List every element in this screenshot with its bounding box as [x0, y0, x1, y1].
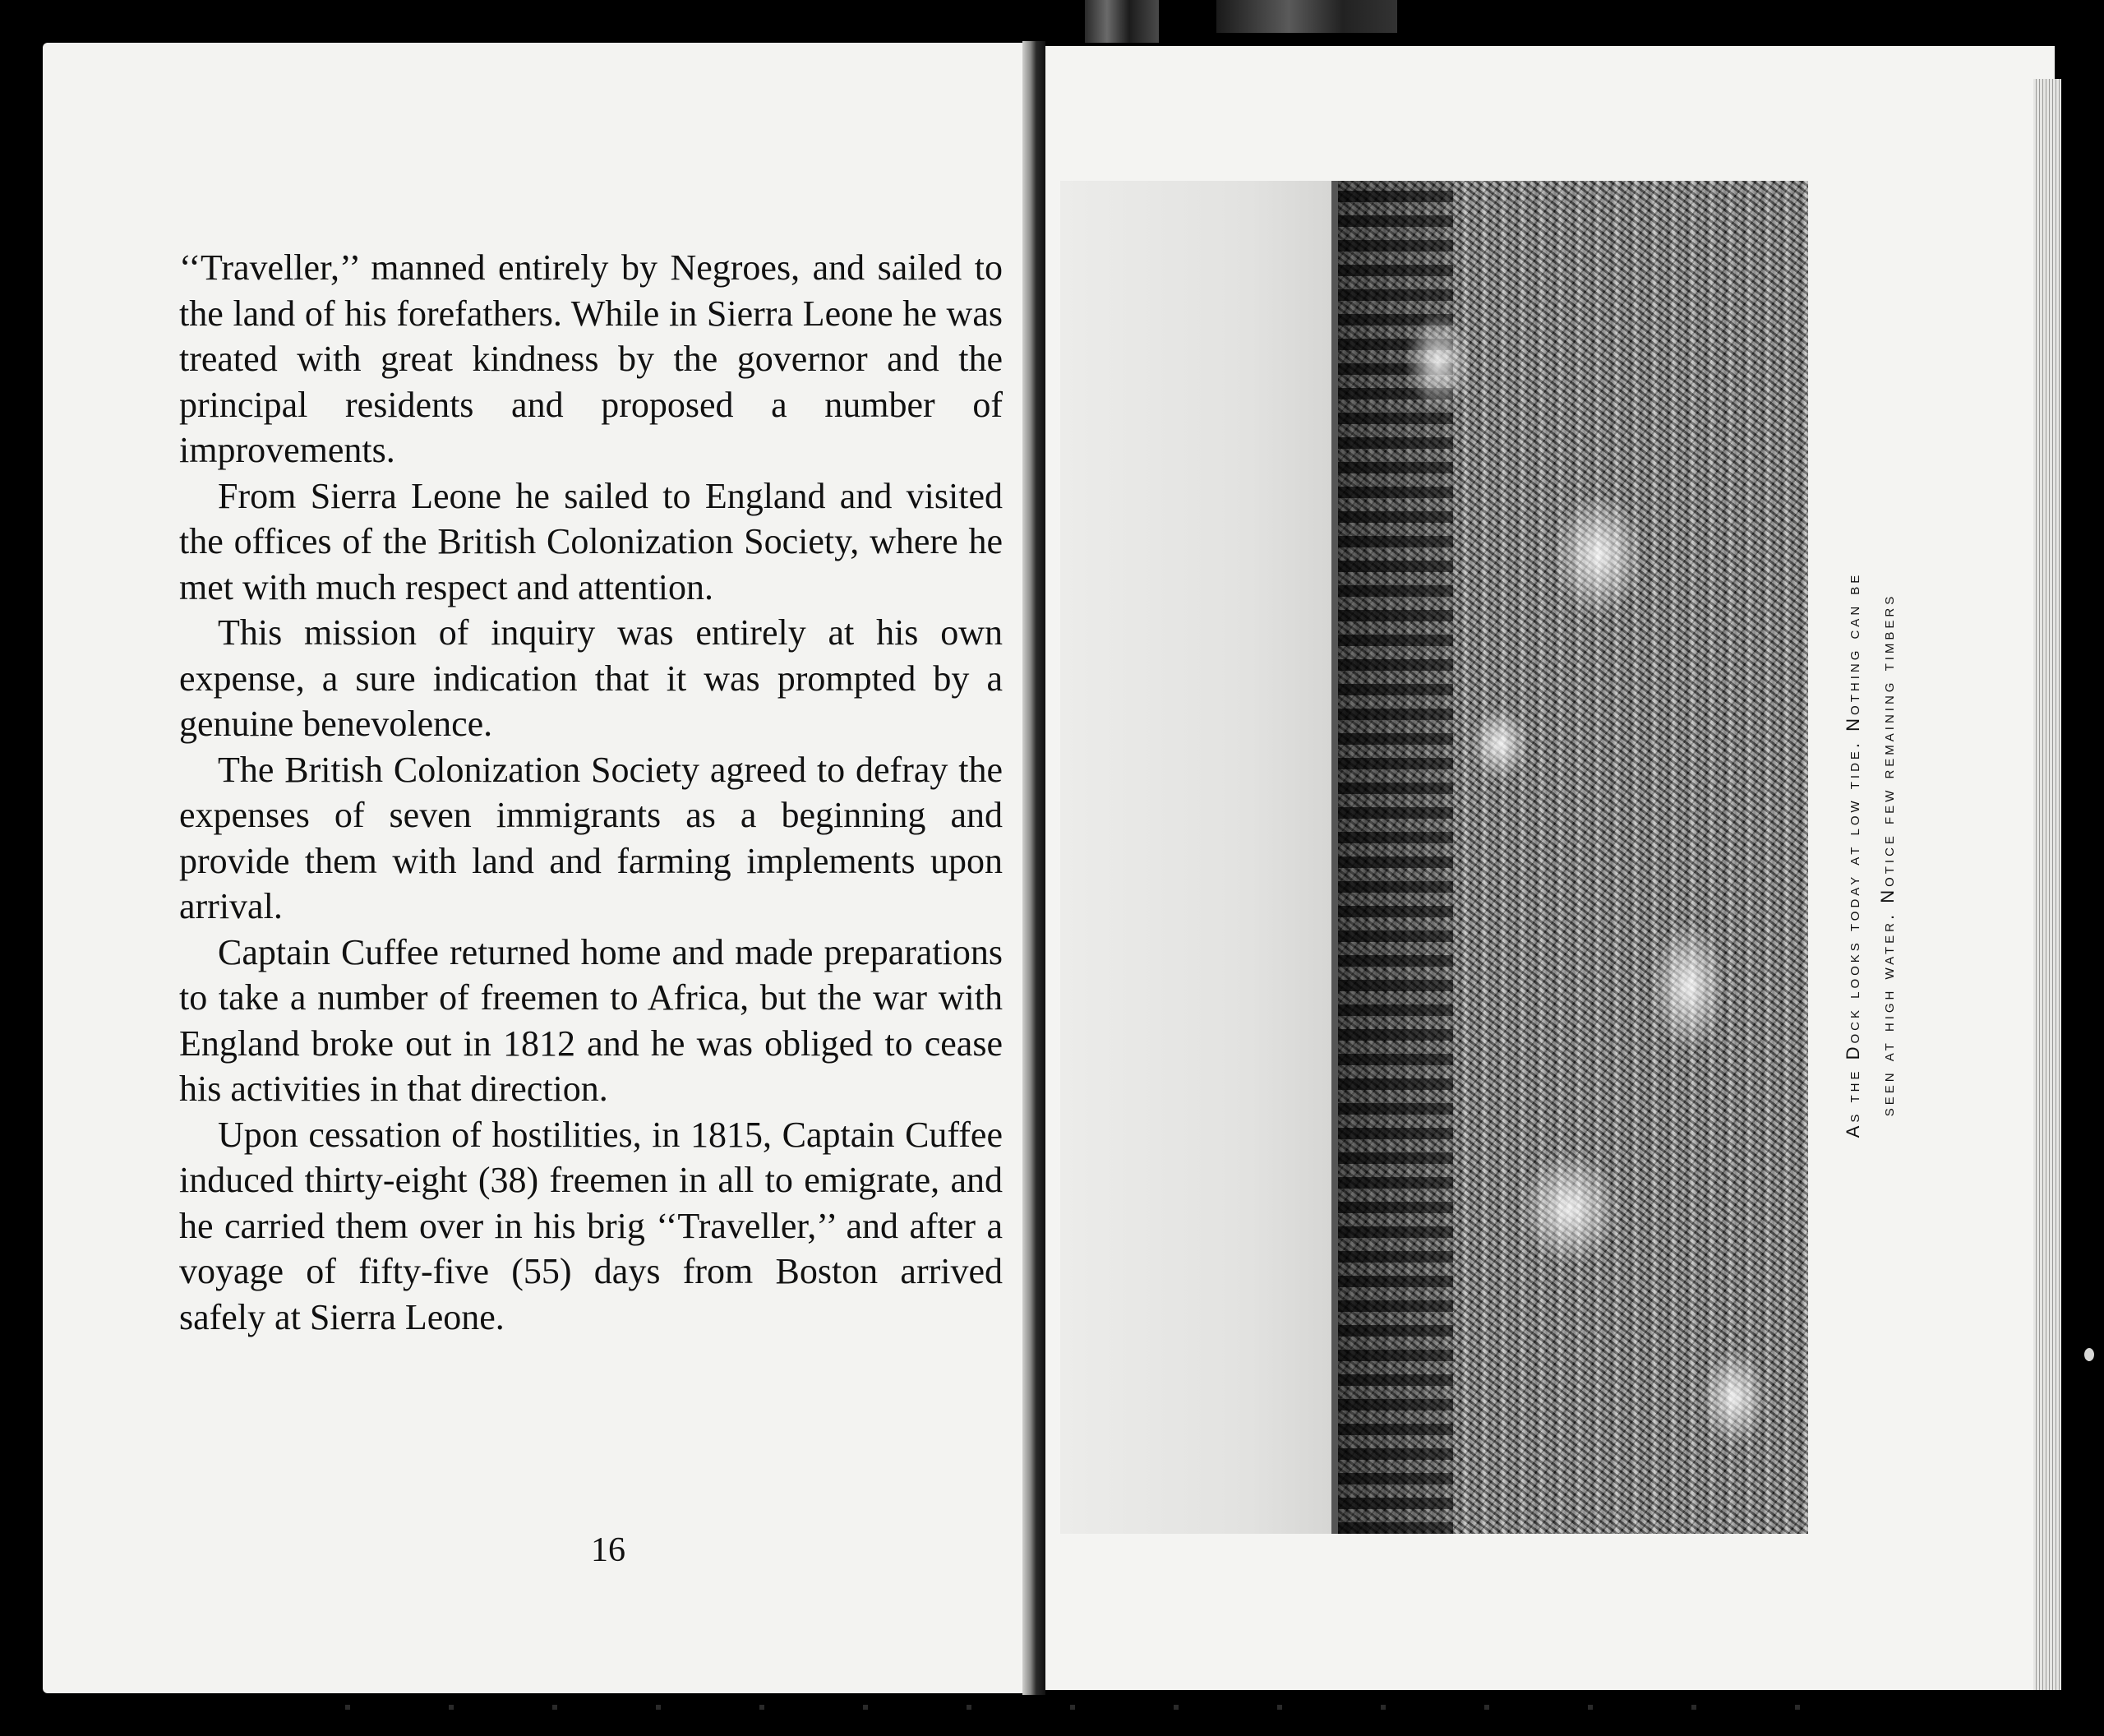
photo-highlight: [1701, 1348, 1767, 1447]
binder-clip: [1085, 0, 1159, 43]
left-page-text: [179, 245, 1003, 1340]
photo-highlight: [1405, 312, 1471, 411]
scan-speck: [2084, 1348, 2094, 1361]
dock-photograph: [1060, 181, 1808, 1534]
photo-sky: [1060, 181, 1331, 1534]
photo-highlight: [1553, 493, 1644, 616]
photo-caption: [1836, 444, 1905, 1266]
page-edges: [2033, 79, 2061, 1690]
paragraph: The British Colonization Society agreed to defray the expenses of seven immigrants as a beginning and provide them with land and farming implements upon arrival.: [179, 749, 1003, 926]
paragraph: This mission of inquiry was entirely at his own expense, a sure indication that it was prompted by a genuine benevolence.: [179, 612, 1003, 744]
paragraph: From Sierra Leone he sailed to England and visited the offices of the British Colonization Society, where he met with much respect and attention.: [179, 475, 1003, 607]
photo-highlight: [1471, 707, 1529, 781]
page-number: 16: [591, 1531, 625, 1569]
caption-line: As the Dock looks today at low tide. Nothing can be: [1843, 571, 1863, 1138]
book-gutter: [1022, 41, 1045, 1695]
scan-bottom-marks: [247, 1705, 1890, 1710]
photo-highlight: [1652, 921, 1726, 1052]
paragraph: Captain Cuffee returned home and made preparations to take a number of freemen to Africa, but the war with England broke out in 1812 and he was obliged to cease his activities in that direction.: [179, 931, 1003, 1109]
paragraph: ‘‘Traveller,’’ manned entirely by Negroes, and sailed to the land of his forefathers. While in Sierra Leone he was treated with great kindness by the governor and the principal residents and proposed a number of improvements.: [179, 247, 1003, 470]
photo-horizon: [1331, 181, 1338, 1534]
caption-line: seen at high water. Notice few remaining timbers: [1877, 593, 1898, 1117]
binder-clip-shadow: [1216, 0, 1397, 33]
photo-highlight: [1520, 1151, 1619, 1266]
paragraph: Upon cessation of hostilities, in 1815, Captain Cuffee induced thirty-eight (38) freemen in all to emigrate, and he carried them over in his brig ‘‘Traveller,’’ and after a voyage of fifty-five (55) days from Boston arrived safely at Sierra Leone.: [179, 1114, 1003, 1337]
